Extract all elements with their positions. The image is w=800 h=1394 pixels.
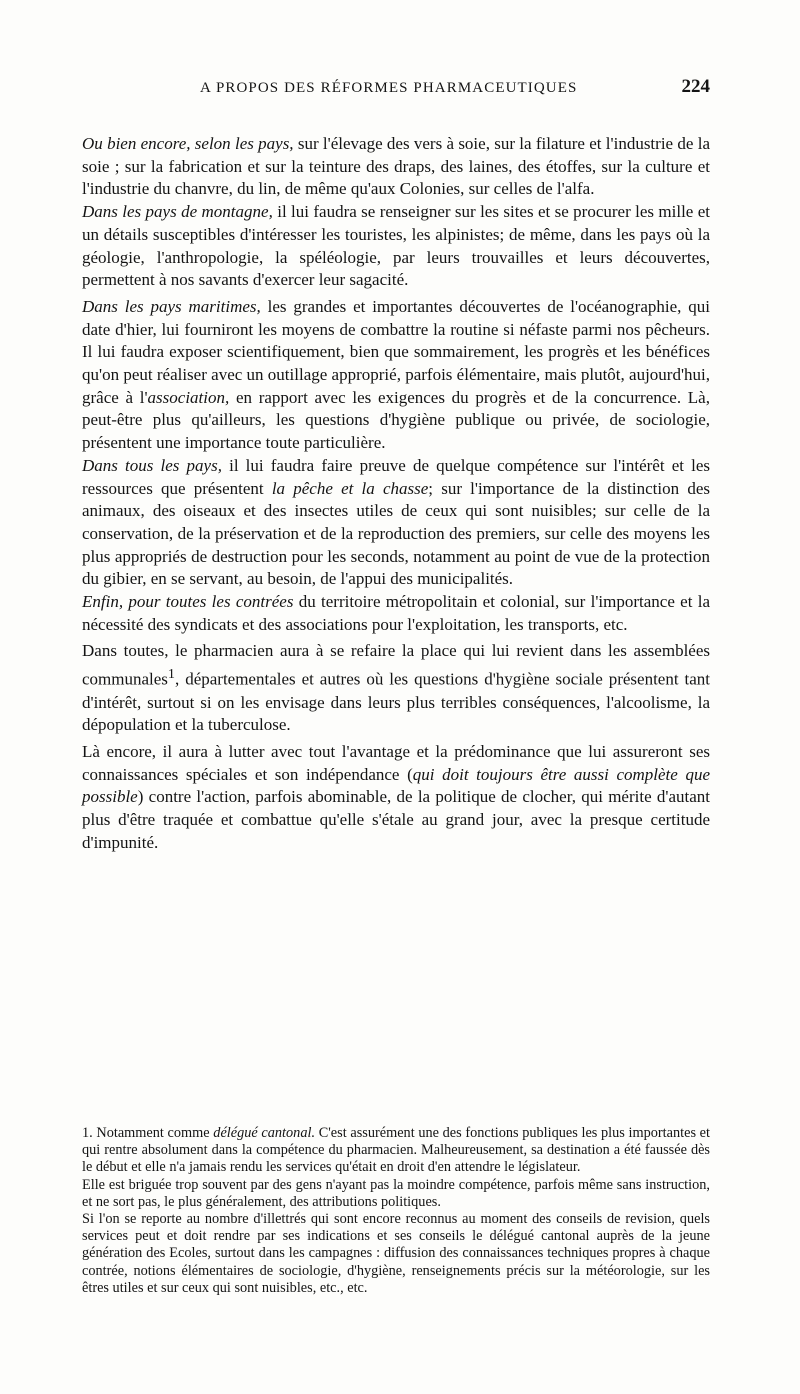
footnotes [82, 1125, 710, 1297]
paragraph-text: il lui faudra se renseigner sur les sites et se procurer les mille et un détails susceptibles d'intéresser les touristes, les alpinistes; de même, dans les pays où la géologie, l'anthropologie, la spéléologie, par leurs trouvailles et leurs découvertes, permettent à nos savants d'exercer leur sagacité. [82, 202, 710, 290]
footnote-paragraph-2: Elle est briguée trop souvent par des gens n'ayant pas la moindre compétence, parfois même sans instruction, et ne sort pas, le plus généralement, des attributions politiques. [82, 1176, 710, 1210]
paragraph-maritime [82, 296, 710, 455]
paragraph-lead: Enfin, pour toutes les contrées [82, 592, 294, 612]
paragraph-text: Dans toutes, le pharmacien aura à se refaire la place qui lui revient dans les assemblées communales [82, 641, 710, 689]
paragraph-finally [82, 591, 710, 636]
paragraph-all-countries [82, 455, 710, 591]
paragraph-silk [82, 133, 710, 201]
paragraph-text: du territoire métropolitain et colonial, sur l'importance et la nécessité des syndicats et des associations pour l'exploitation, les transports, etc. [82, 592, 710, 634]
paragraph-lead: Dans tous les pays, [82, 455, 222, 475]
footnote-text: 1. Notamment comme [82, 1125, 214, 1141]
footnote-marker[interactable]: 1 [167, 666, 175, 683]
paragraph-text: les grandes et importantes découvertes de l'océanographie, qui date d'hier, lui fourniront les moyens de combattre la routine si néfaste parmi nos pêcheurs. Il lui faudra exposer scientifiquement, bien que sommairement, les progrès et les bénéfices qu'on peut réaliser avec un outillage approprié, parfois élémentaire, mais plutôt, aujourd'hui, grâce à l' [82, 296, 710, 407]
paragraph-lead: Dans les pays maritimes, [82, 296, 261, 316]
paragraph-text: sur l'élevage des vers à soie, sur la filature et l'industrie de la soie ; sur la fabrication et sur la teinture des draps, des laines, des étoffes, sur la culture et l'industrie du chanvre, du lin, de même qu'aux Colonies, sur celles de l'alfa. [82, 134, 710, 199]
page-header [82, 76, 710, 106]
paragraph-text: il lui faudra faire preuve de quelque compétence sur l'intérêt et les ressources que présentent [82, 455, 710, 498]
running-title: A PROPOS DES RÉFORMES PHARMACEUTIQUES [200, 80, 578, 96]
paragraph-assemblies [82, 640, 710, 736]
main-text [82, 133, 710, 854]
paragraph-politics [82, 741, 710, 855]
paragraph-lead: Dans les pays de montagne, [82, 202, 273, 222]
emphasis-association: association, [147, 387, 230, 407]
paragraph-text: Là encore, il aura à lutter avec tout l'avantage et la prédominance que lui assureront ses connaissances spéciales et son indépendance ( [82, 741, 710, 784]
paragraph-text: en rapport avec les exigences du progrès et de la concurrence. Là, peut-être plus qu'ailleurs, les questions d'hygiène publique ou privée, de sociologie, présentent une importance toute particulière. [82, 387, 710, 453]
page-number: 224 [681, 76, 710, 97]
paragraph-mountain [82, 201, 710, 292]
emphasis-fishing-hunting: la pêche et la chasse [271, 478, 429, 498]
footnote-paragraph-3: Si l'on se reporte au nombre d'illettrés qui sont encore reconnus au moment des conseils de revision, quels services peut et doit rendre par ses indications et ses conseils le délégué cantonal auprès de la jeune génération des Ecoles, surtout dans les campagnes : diffusion des connaissances techniques propres à chaque contrée, notions élémentaires de sociologie, d'hygiène, renseignements précis sur la météorologie, sur les êtres utiles et sur ceux qui sont nuisibles, etc., etc. [82, 1211, 710, 1296]
emphasis-independence: qui doit toujours être aussi complète que possible [82, 764, 710, 807]
footnote-1 [82, 1125, 710, 1177]
paragraph-lead: Ou bien encore, selon les pays, [82, 134, 294, 153]
paragraph-text: ; sur l'importance de la distinction des animaux, des oiseaux et des insectes utiles de ceux qui sont nuisibles; sur celle de la conservation, de la préservation et de la reproduction des premiers, sur celle des moyens les plus appropriés de destruction pour les seconds, notamment au point de vue de la protection du gibier, en se servant, au besoin, de l'appui des municipalités. [82, 478, 710, 589]
footnote-text: C'est assurément une des fonctions publiques les plus importantes et qui rentre absolument dans la compétence du pharmacien. Malheureusement, sa destination a été faussée dès le début et elle n'a jamais rendu les services qu'était en droit d'en attendre le législateur. [82, 1125, 710, 1176]
paragraph-text: ) contre l'action, parfois abominable, de la politique de clocher, qui mérite d'autant plus d'être traquée et combattue qu'elle s'étale au grand jour, avec la presque certitude d'impunité. [82, 787, 710, 852]
emphasis-delegate: délégué cantonal. [213, 1125, 316, 1141]
paragraph-text: , départementales et autres où les questions d'hygiène sociale présentent tant d'intérêt, surtout si on les envisage dans leurs plus terribles conséquences, l'alcoolisme, la dépopulation et la tuberculose. [82, 669, 710, 735]
